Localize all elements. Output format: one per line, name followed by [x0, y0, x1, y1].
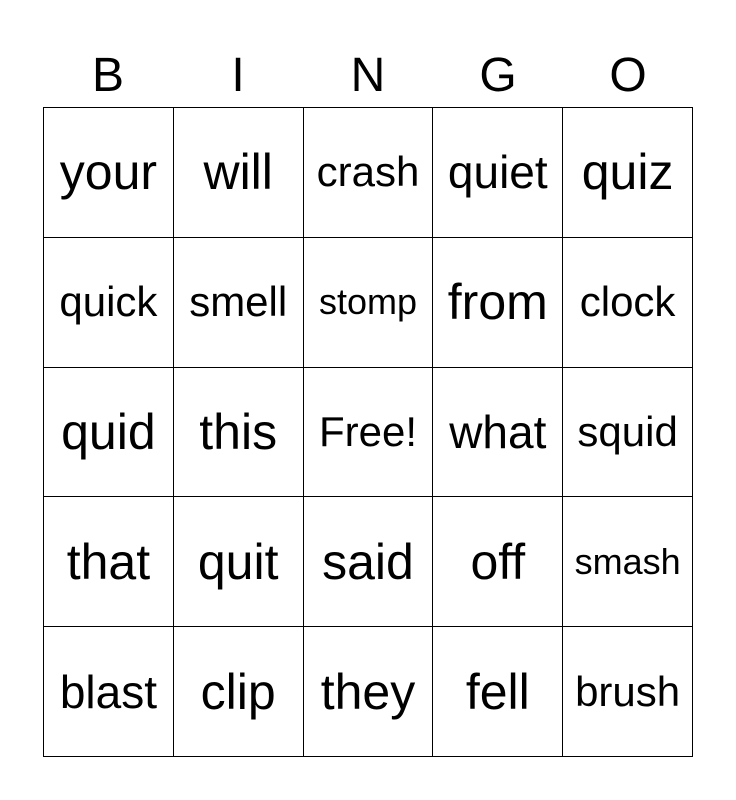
- bingo-cell[interactable]: quit: [174, 497, 304, 627]
- bingo-cell[interactable]: fell: [433, 627, 563, 757]
- bingo-cell[interactable]: smell: [174, 238, 304, 368]
- bingo-cell[interactable]: quick: [44, 238, 174, 368]
- header-letter-g: G: [479, 49, 517, 102]
- free-space-cell[interactable]: Free!: [304, 368, 434, 498]
- bingo-cell[interactable]: will: [174, 108, 304, 238]
- header-letter-b: B: [91, 49, 124, 102]
- bingo-board: [43, 107, 693, 757]
- bingo-cell[interactable]: clock: [563, 238, 693, 368]
- header-letter-o: O: [609, 49, 647, 102]
- header-letter-i: I: [231, 49, 245, 102]
- bingo-cell[interactable]: from: [433, 238, 563, 368]
- bingo-cell[interactable]: quiet: [433, 108, 563, 238]
- bingo-cell[interactable]: stomp: [304, 238, 434, 368]
- bingo-cell[interactable]: off: [433, 497, 563, 627]
- bingo-cell[interactable]: that: [44, 497, 174, 627]
- bingo-cell[interactable]: blast: [44, 627, 174, 757]
- bingo-cell[interactable]: brush: [563, 627, 693, 757]
- bingo-cell[interactable]: smash: [563, 497, 693, 627]
- bingo-cell[interactable]: this: [174, 368, 304, 498]
- bingo-cell[interactable]: crash: [304, 108, 434, 238]
- bingo-cell[interactable]: squid: [563, 368, 693, 498]
- bingo-cell[interactable]: said: [304, 497, 434, 627]
- bingo-cell[interactable]: quid: [44, 368, 174, 498]
- bingo-cell[interactable]: quiz: [563, 108, 693, 238]
- bingo-cell[interactable]: what: [433, 368, 563, 498]
- header-letter-n: N: [350, 49, 386, 102]
- bingo-cell[interactable]: clip: [174, 627, 304, 757]
- bingo-cell[interactable]: they: [304, 627, 434, 757]
- bingo-cell[interactable]: your: [44, 108, 174, 238]
- bingo-header: [43, 48, 693, 104]
